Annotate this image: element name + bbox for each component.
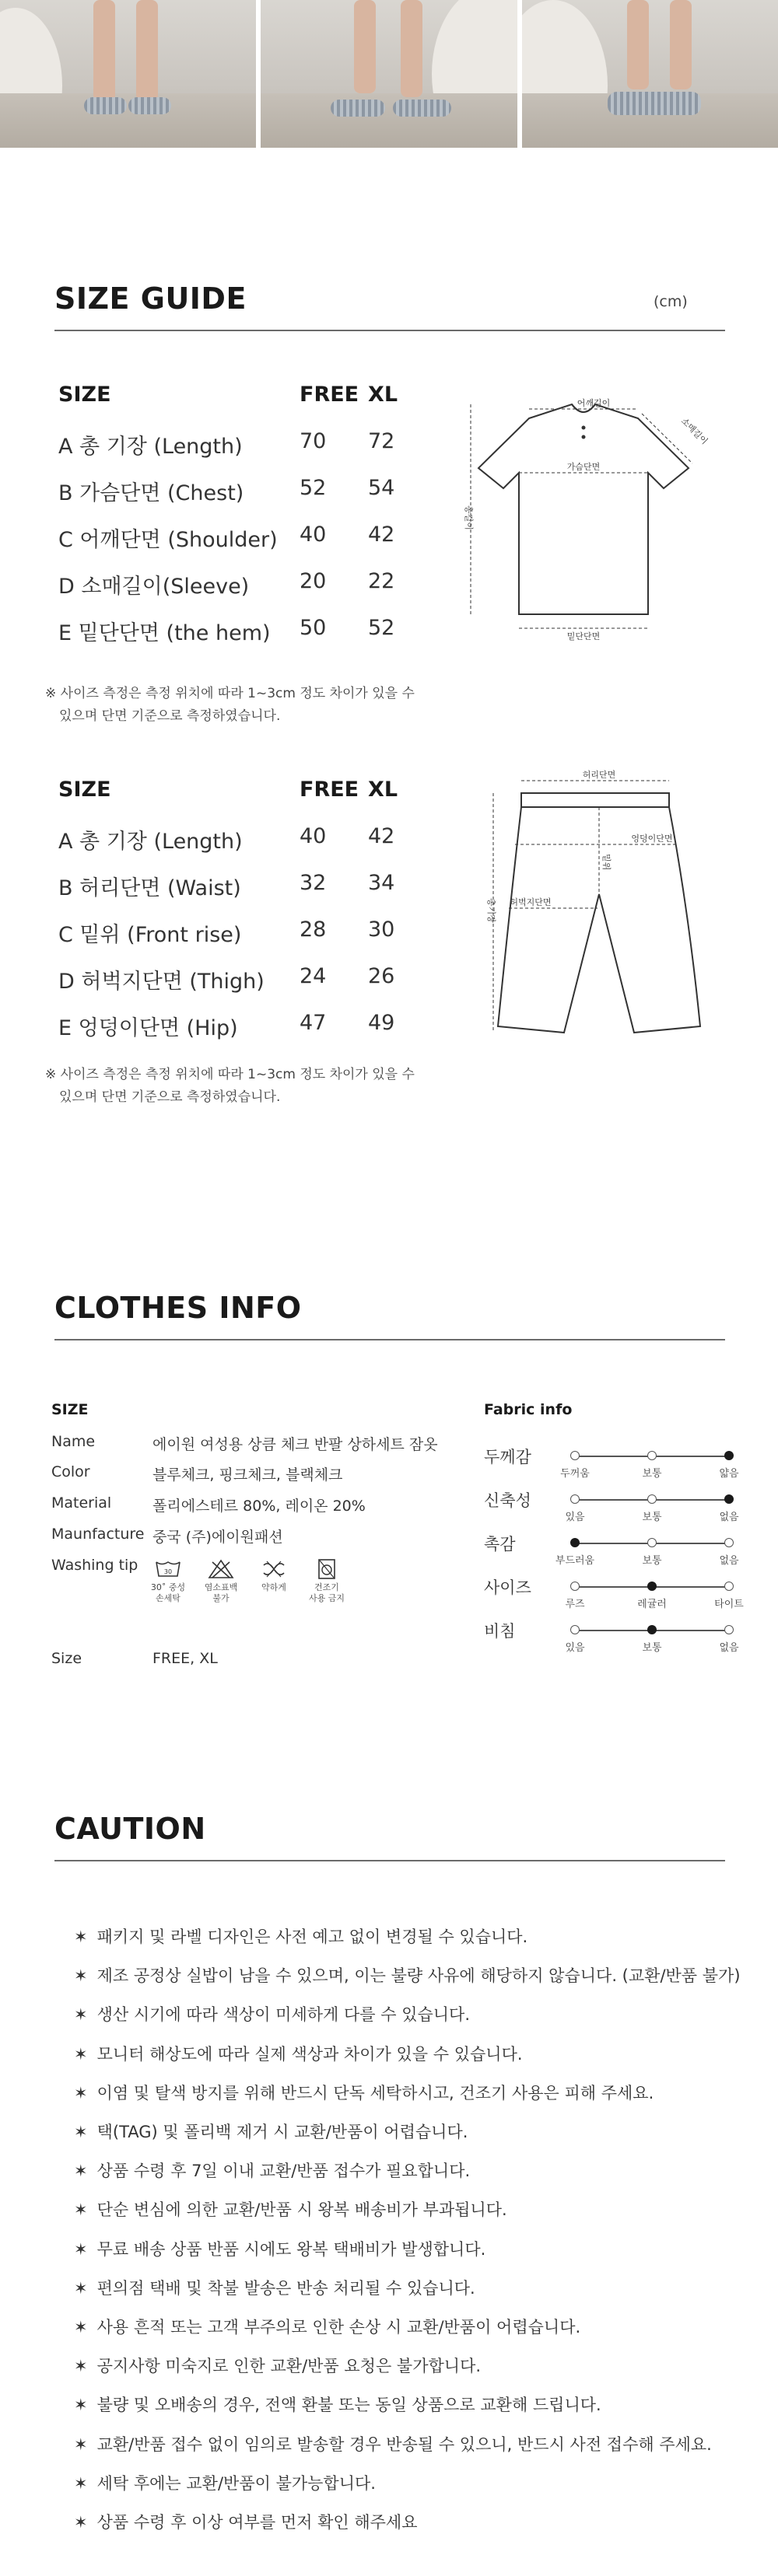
pants-diagram — [475, 770, 724, 1050]
caution-text: 세탁 후에는 교환/반품이 불가능합니다. — [96, 2473, 376, 2493]
field-label-washing: Washing tip — [51, 1557, 138, 1574]
scale-dot — [647, 1451, 657, 1460]
table-row: E 엉덩이단면 (Hip) 47 49 — [58, 1011, 395, 1040]
caution-item — [74, 2471, 376, 2494]
star-icon: ✶ — [74, 2434, 88, 2454]
scale-dot — [724, 1582, 734, 1591]
scale-dot — [570, 1582, 580, 1591]
divider — [54, 330, 725, 331]
size-guide-title: SIZE GUIDE — [54, 281, 247, 316]
caution-text: 이염 및 탈색 방지를 위해 반드시 단독 세탁하시고, 건조기 사용은 피해 주세요. — [96, 2083, 654, 2102]
field-label-size: Size — [51, 1650, 82, 1667]
fabric-info-heading: Fabric info — [484, 1401, 573, 1418]
caution-item — [74, 2354, 481, 2377]
caution-text: 택(TAG) 및 폴리백 제거 시 교환/반품이 어렵습니다. — [96, 2123, 468, 2141]
caution-text: 생산 시기에 따라 색상이 미세하게 다를 수 있습니다. — [96, 2005, 471, 2025]
wash-item: 염소표백 불가 — [198, 1559, 244, 1604]
table-row: C 밑위 (Front rise) 28 30 — [58, 918, 395, 947]
star-icon: ✶ — [74, 2162, 88, 2181]
scale-dot — [570, 1451, 580, 1460]
fabric-label-sheerness: 비침 — [484, 1622, 516, 1641]
table-row: E 밑단단면 (the hem) 50 52 — [58, 616, 395, 645]
hip-label: 엉덩이단면 — [631, 834, 673, 844]
no-bleach-icon — [208, 1559, 234, 1579]
wash-item: 약하게 — [251, 1559, 297, 1593]
caution-text: 제조 공정상 실밥이 남을 수 있으며, 이는 불량 사유에 해당하지 않습니다. (교환/반품 불가) — [96, 1966, 741, 1986]
caution-item — [74, 2081, 654, 2104]
caution-text: 상품 수령 후 이상 여부를 먼저 확인 해주세요 — [96, 2513, 418, 2532]
fabric-scale: 두꺼움 보통 얇음 — [570, 1451, 734, 1482]
fabric-scale: 있음 보통 없음 — [570, 1494, 734, 1526]
scale-dot — [724, 1451, 734, 1460]
caution-item — [74, 2237, 485, 2260]
product-photo-2 — [261, 0, 517, 148]
info-size-heading: SIZE — [51, 1401, 89, 1418]
caution-item — [74, 2042, 523, 2065]
scale-dot — [647, 1538, 657, 1547]
fabric-scale: 루즈 레귤러 타이트 — [570, 1582, 734, 1613]
wash-30-icon — [155, 1559, 181, 1579]
caution-item — [74, 1963, 741, 1987]
scale-dot — [570, 1625, 580, 1634]
table-row: D 허벅지단면 (Thigh) 24 26 — [58, 964, 395, 994]
product-photo-3 — [522, 0, 778, 148]
fabric-label-touch: 촉감 — [484, 1535, 516, 1554]
caution-item — [74, 2432, 712, 2455]
hem-label: 밑단단면 — [566, 631, 601, 641]
caution-text: 상품 수령 후 7일 이내 교환/반품 접수가 필요합니다. — [96, 2162, 471, 2181]
fabric-label-fit: 사이즈 — [484, 1578, 531, 1597]
table-header: SIZE FREE XL — [58, 778, 398, 802]
field-value-material: 폴리에스테르 80%, 레이온 20% — [152, 1498, 366, 1515]
shoulder-label: 어깨길이 — [576, 398, 611, 408]
fabric-label-elasticity: 신축성 — [484, 1491, 531, 1510]
scale-dot — [724, 1625, 734, 1634]
product-photo-1 — [0, 0, 256, 148]
table-row: A 총 기장 (Length) 40 42 — [58, 824, 395, 854]
field-value-color: 블루체크, 핑크체크, 블랙체크 — [152, 1466, 343, 1484]
star-icon: ✶ — [74, 2513, 88, 2532]
star-icon: ✶ — [74, 2357, 88, 2376]
unit-label: (cm) — [654, 293, 688, 310]
caution-text: 단순 변심에 의한 교환/반품 시 왕복 배송비가 부과됩니다. — [96, 2200, 507, 2220]
star-icon: ✶ — [74, 2005, 88, 2025]
table-header: SIZE FREE XL — [58, 383, 398, 407]
caution-title: CAUTION — [54, 1812, 206, 1846]
caution-item — [74, 2158, 470, 2182]
rise-label: 밑위 — [601, 854, 612, 871]
field-label-manufacture: Maunfacture — [51, 1526, 145, 1543]
scale-dot — [647, 1582, 657, 1591]
divider — [54, 1860, 725, 1861]
scale-dot — [647, 1494, 657, 1504]
star-icon: ✶ — [74, 2239, 88, 2259]
field-label-color: Color — [51, 1463, 90, 1480]
no-dryer-icon — [314, 1559, 340, 1579]
button-dot — [582, 426, 586, 430]
caution-text: 무료 배송 상품 반품 시에도 왕복 택배비가 발생합니다. — [96, 2239, 486, 2259]
caution-item — [74, 2120, 468, 2143]
caution-text: 교환/반품 접수 없이 임의로 발송할 경우 반송될 수 있으니, 반드시 사전 접수해 주세요. — [96, 2434, 712, 2454]
star-icon: ✶ — [74, 2318, 88, 2337]
field-label-name: Name — [51, 1433, 96, 1450]
scale-dot — [570, 1494, 580, 1504]
star-icon: ✶ — [74, 2123, 88, 2141]
scale-dot — [724, 1494, 734, 1504]
caution-text: 모니터 해상도에 따라 실제 색상과 차이가 있을 수 있습니다. — [96, 2044, 523, 2064]
field-value-manufacture: 중국 (주)에이원패션 — [152, 1529, 283, 1546]
star-icon: ✶ — [74, 2200, 88, 2220]
caution-text: 패키지 및 라벨 디자인은 사전 예고 없이 변경될 수 있습니다. — [96, 1928, 528, 1946]
star-icon: ✶ — [74, 2044, 88, 2064]
tshirt-diagram — [455, 381, 724, 645]
star-icon: ✶ — [74, 2396, 88, 2415]
caution-item — [74, 2510, 417, 2533]
fabric-scale: 부드러움 보통 없음 — [570, 1538, 734, 1569]
measure-note-top: ※ 사이즈 측정은 측정 위치에 따라 1~3cm 정도 차이가 있을 수 있으며 단면 기준으로 측정하였습니다. — [45, 686, 415, 724]
waist-label: 허리단면 — [582, 770, 616, 780]
field-label-material: Material — [51, 1494, 112, 1512]
star-icon: ✶ — [74, 1928, 88, 1946]
table-row: B 허리단면 (Waist) 32 34 — [58, 871, 395, 900]
scale-dot — [647, 1625, 657, 1634]
wash-item: 건조기 사용 금지 — [303, 1559, 350, 1604]
caution-text: 공지사항 미숙지로 인한 교환/반품 요청은 불가합니다. — [96, 2357, 482, 2376]
thigh-label: 허벅지단면 — [510, 897, 552, 907]
fabric-scale: 있음 보통 없음 — [570, 1625, 734, 1656]
clothes-info-title: CLOTHES INFO — [54, 1291, 302, 1325]
caution-item — [74, 2315, 580, 2338]
star-icon: ✶ — [74, 2278, 88, 2298]
caution-item — [74, 2276, 475, 2299]
caution-text: 불량 및 오배송의 경우, 전액 환불 또는 동일 상품으로 교환해 드립니다. — [96, 2396, 601, 2415]
field-value-size: FREE, XL — [152, 1650, 218, 1667]
caution-item — [74, 2002, 470, 2025]
star-icon: ✶ — [74, 2473, 88, 2493]
sleeve-label: 소매길이 — [678, 415, 710, 447]
gentle-wring-icon — [261, 1559, 287, 1579]
caution-item — [74, 1924, 527, 1948]
star-icon: ✶ — [74, 2083, 88, 2102]
caution-item — [74, 2392, 601, 2416]
fabric-label-thickness: 두께감 — [484, 1448, 531, 1466]
length-label: 총길이 — [464, 505, 474, 530]
table-row: B 가슴단면 (Chest) 52 54 — [58, 476, 395, 505]
length-label: 총기장 — [486, 898, 496, 923]
button-dot — [582, 435, 586, 439]
caution-item — [74, 2197, 507, 2221]
table-row: C 어깨단면 (Shoulder) 40 42 — [58, 523, 395, 552]
table-row: A 총 기장 (Length) 70 72 — [58, 429, 395, 459]
table-row: D 소매길이(Sleeve) 20 22 — [58, 569, 395, 599]
svg-text:30: 30 — [163, 1568, 173, 1575]
caution-text: 사용 흔적 또는 고객 부주의로 인한 손상 시 교환/반품이 어렵습니다. — [96, 2318, 581, 2337]
divider — [54, 1339, 725, 1340]
caution-text: 편의점 택배 및 착불 발송은 반송 처리될 수 있습니다. — [96, 2278, 475, 2298]
field-value-name: 에이원 여성용 상큼 체크 반팔 상하세트 잠옷 — [152, 1436, 438, 1453]
scale-dot — [724, 1538, 734, 1547]
product-photo-strip — [0, 0, 778, 148]
measure-note-bottom: ※ 사이즈 측정은 측정 위치에 따라 1~3cm 정도 차이가 있을 수 있으며 단면 기준으로 측정하였습니다. — [45, 1067, 415, 1105]
chest-label: 가슴단면 — [566, 462, 601, 472]
wash-item: 30 30˚ 중성 손세탁 — [145, 1559, 191, 1604]
scale-dot — [570, 1538, 580, 1547]
star-icon: ✶ — [74, 1966, 88, 1986]
